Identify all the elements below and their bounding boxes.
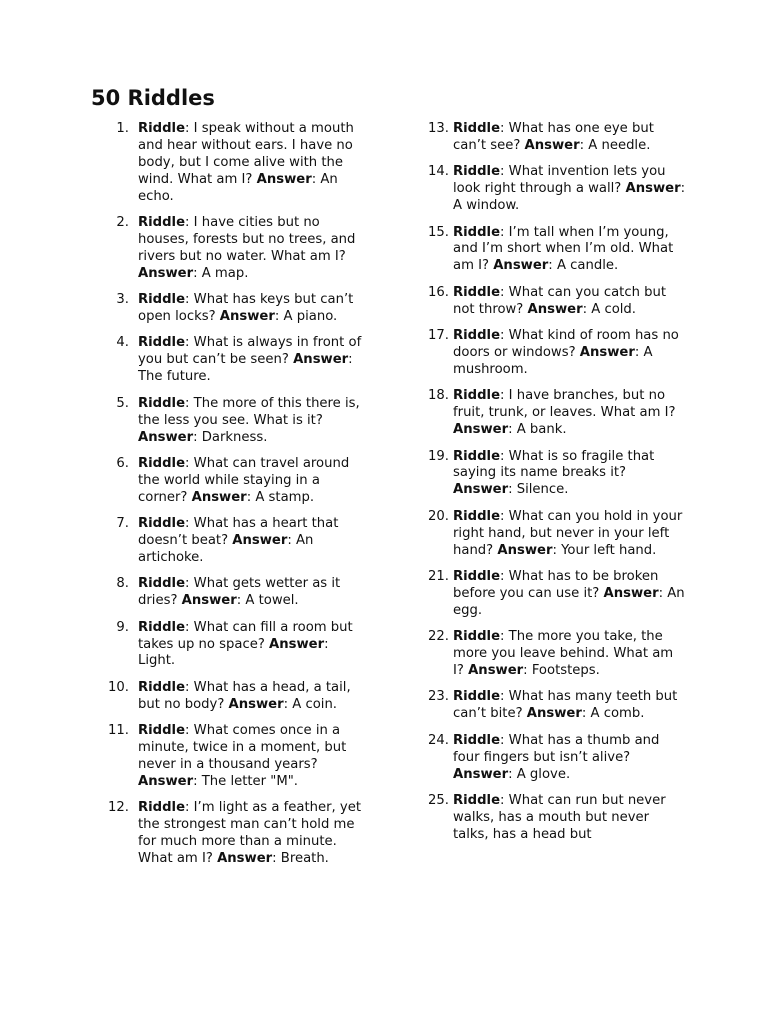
riddle-answer: Darkness. xyxy=(201,429,268,445)
riddle-answer: A piano. xyxy=(283,309,338,325)
riddle-list-left xyxy=(106,121,368,877)
riddle-item: 20. Riddle: What can you hold in your right hand, but never in your left hand? Answer: Your left hand. xyxy=(428,508,683,558)
riddle-number: 22. xyxy=(428,629,449,645)
riddle-label: Riddle xyxy=(138,292,186,308)
riddle-number: 21. xyxy=(428,568,449,584)
riddle-answer: A map. xyxy=(201,265,249,281)
page-title: 50 Riddles xyxy=(91,86,215,110)
riddle-question: I have branches, but no fruit, trunk, or leaves. What am I? xyxy=(453,388,676,421)
riddle-item: 5. Riddle: The more of this there is, the less you see. What is it? Answer: Darkness. xyxy=(106,396,368,447)
riddle-item: 17. Riddle: What kind of room has no doors or windows? Answer: A mushroom. xyxy=(428,328,679,377)
riddle-question: I speak without a mouth and hear without ears. I have no body, but I come alive with the wind. What am I? xyxy=(138,121,354,187)
riddle-item: 22. Riddle: The more you take, the more you leave behind. What am I? Answer: Footsteps. xyxy=(428,629,674,678)
riddle-answer: A stamp. xyxy=(255,489,315,505)
answer-label: Answer xyxy=(232,533,288,549)
riddle-label: Riddle xyxy=(453,792,501,808)
riddle-answer: The letter "M". xyxy=(201,773,298,789)
riddle-question: What has many teeth but can’t bite? xyxy=(453,689,678,722)
riddle-question: I’m light as a feather, yet the strongest man can’t hold me for much more than a minute. What am I? xyxy=(138,800,362,867)
riddle-item: 18. Riddle: I have branches, but no fruit, trunk, or leaves. What am I? Answer: A bank. xyxy=(428,388,676,438)
riddle-question: What invention lets you look right through a wall? xyxy=(453,164,666,197)
riddle-question: What comes once in a minute, twice in a moment, but never in a thousand years? xyxy=(138,723,347,772)
riddle-answer: A towel. xyxy=(245,593,299,609)
riddle-item: 21. Riddle: What has to be broken before you can use it? Answer: An egg. xyxy=(428,568,685,618)
riddle-label: Riddle xyxy=(453,328,501,344)
answer-label: Answer xyxy=(138,265,194,281)
riddle-question: What can you hold in your right hand, but never in your left hand? xyxy=(453,508,683,558)
riddle-label: Riddle xyxy=(138,335,186,351)
riddle-question: The more of this there is, the less you see. What is it? xyxy=(138,395,360,428)
riddle-number: 23. xyxy=(428,689,449,705)
riddle-item: 25. Riddle: What can run but never walks, has a mouth but never talks, has a head but xyxy=(428,792,666,842)
answer-label: Answer xyxy=(453,766,509,782)
answer-label: Answer xyxy=(453,482,509,498)
answer-label: Answer xyxy=(527,301,583,317)
riddle-answer: Silence. xyxy=(516,482,569,498)
riddle-question: What is so fragile that saying its name breaks it? xyxy=(453,448,655,481)
riddle-answer: An artichoke. xyxy=(138,533,314,565)
riddle-answer: An echo. xyxy=(138,171,338,204)
riddle-number: 11. xyxy=(108,723,129,739)
riddle-number: 24. xyxy=(428,732,449,748)
riddle-label: Riddle xyxy=(138,679,186,695)
answer-label: Answer xyxy=(625,181,681,197)
riddle-item: 7. Riddle: What has a heart that doesn’t beat? Answer: An artichoke. xyxy=(106,516,368,567)
answer-label: Answer xyxy=(138,773,194,789)
riddle-list-right xyxy=(418,121,686,853)
riddle-number: 20. xyxy=(428,508,449,524)
riddle-label: Riddle xyxy=(453,732,501,748)
riddle-question: What has keys but can’t open locks? xyxy=(138,292,354,325)
riddle-item: 11. Riddle: What comes once in a minute, twice in a moment, but never in a thousand years? Answer: The letter "M". xyxy=(106,723,368,791)
riddle-question: What can run but never walks, has a mouth but never talks, has a head but xyxy=(453,792,666,842)
riddle-question: What gets wetter as it dries? xyxy=(138,576,341,609)
answer-label: Answer xyxy=(293,352,349,368)
riddle-answer: A cold. xyxy=(591,301,636,317)
riddle-label: Riddle xyxy=(138,723,186,739)
riddle-label: Riddle xyxy=(138,516,186,532)
riddle-number: 6. xyxy=(116,455,129,471)
riddle-label: Riddle xyxy=(453,568,501,584)
answer-label: Answer xyxy=(526,706,582,722)
riddle-answer: A comb. xyxy=(590,706,645,722)
riddle-item: 15. Riddle: I’m tall when I’m young, and I’m short when I’m old. What am I? Answer: A candle. xyxy=(428,224,674,274)
riddle-answer: A glove. xyxy=(516,766,571,782)
riddle-number: 14. xyxy=(428,164,449,180)
riddle-label: Riddle xyxy=(453,164,501,180)
riddle-number: 2. xyxy=(116,215,129,231)
riddle-answer: A mushroom. xyxy=(453,344,653,377)
riddle-label: Riddle xyxy=(138,800,186,816)
riddle-item: 13. Riddle: What has one eye but can’t see? Answer: A needle. xyxy=(428,121,654,153)
answer-label: Answer xyxy=(269,636,325,652)
riddle-label: Riddle xyxy=(138,215,186,231)
riddle-number: 1. xyxy=(116,121,129,136)
answer-label: Answer xyxy=(497,542,553,558)
riddle-item: 24. Riddle: What has a thumb and four fingers but isn’t alive? Answer: A glove. xyxy=(428,732,660,782)
riddle-label: Riddle xyxy=(138,121,186,136)
answer-label: Answer xyxy=(219,309,275,325)
riddle-question: What has a heart that doesn’t beat? xyxy=(138,516,339,549)
riddle-label: Riddle xyxy=(138,576,186,592)
riddle-item: 16. Riddle: What can you catch but not throw? Answer: A cold. xyxy=(428,284,667,317)
riddle-number: 4. xyxy=(116,335,129,351)
riddle-question: What can you catch but not throw? xyxy=(453,284,667,317)
riddle-number: 19. xyxy=(428,448,449,464)
riddle-number: 8. xyxy=(116,576,129,592)
riddle-number: 13. xyxy=(428,121,449,136)
riddle-question: What has a thumb and four fingers but isn’t alive? xyxy=(453,732,660,765)
riddle-item: 14. Riddle: What invention lets you look right through a wall? Answer: A window. xyxy=(428,164,686,214)
riddle-label: Riddle xyxy=(453,284,501,300)
riddle-label: Riddle xyxy=(453,388,501,404)
riddle-label: Riddle xyxy=(138,619,186,635)
riddle-item: 1. Riddle: I speak without a mouth and hear without ears. I have no body, but I come alive with the wind. What am I? Answer: An echo. xyxy=(106,121,368,206)
riddle-item: 9. Riddle: What can fill a room but takes up no space? Answer: Light. xyxy=(106,620,368,671)
riddle-answer: Your left hand. xyxy=(561,542,657,558)
riddle-label: Riddle xyxy=(453,448,501,464)
riddle-answer: A bank. xyxy=(516,422,567,438)
riddle-item: 2. Riddle: I have cities but no houses, forests but no trees, and rivers but no water. What am I? Answer: A map. xyxy=(106,215,368,283)
answer-label: Answer xyxy=(217,851,273,867)
riddle-question: What has a head, a tail, but no body? xyxy=(138,679,351,712)
answer-label: Answer xyxy=(181,593,237,609)
answer-label: Answer xyxy=(493,258,549,274)
riddle-answer: A window. xyxy=(453,198,520,214)
riddle-item: 6. Riddle: What can travel around the world while staying in a corner? Answer: A stamp. xyxy=(106,456,368,507)
answer-label: Answer xyxy=(256,171,312,187)
riddle-question: What has to be broken before you can use it? xyxy=(453,568,659,601)
riddle-number: 3. xyxy=(116,292,129,308)
riddle-number: 12. xyxy=(108,800,129,816)
riddle-question: What is always in front of you but can’t be seen? xyxy=(138,335,362,368)
riddle-label: Riddle xyxy=(453,224,501,240)
riddle-number: 25. xyxy=(428,792,449,808)
riddle-item: 10. Riddle: What has a head, a tail, but no body? Answer: A coin. xyxy=(106,680,368,714)
riddle-label: Riddle xyxy=(453,508,501,524)
riddle-answer: The future. xyxy=(138,369,211,385)
riddle-item: 23. Riddle: What has many teeth but can’t bite? Answer: A comb. xyxy=(428,689,678,722)
riddle-number: 17. xyxy=(428,328,449,344)
riddle-number: 16. xyxy=(428,284,449,300)
riddle-item: 8. Riddle: What gets wetter as it dries? Answer: A towel. xyxy=(106,576,368,610)
answer-label: Answer xyxy=(138,429,194,445)
riddle-item: 12. Riddle: I’m light as a feather, yet the strongest man can’t hold me for much more than a minute. What am I? Answer: Breath. xyxy=(106,800,368,868)
riddle-label: Riddle xyxy=(453,629,501,645)
riddle-number: 15. xyxy=(428,224,449,240)
answer-label: Answer xyxy=(603,585,659,601)
riddle-question: I have cities but no houses, forests but no trees, and rivers but no water. What am I? xyxy=(138,215,356,264)
riddle-number: 9. xyxy=(116,619,129,635)
riddle-question: What can fill a room but takes up no space? xyxy=(138,619,353,652)
answer-label: Answer xyxy=(468,662,524,678)
riddle-label: Riddle xyxy=(453,121,501,136)
riddle-number: 18. xyxy=(428,388,449,404)
riddle-item: 19. Riddle: What is so fragile that saying its name breaks it? Answer: Silence. xyxy=(428,448,655,498)
riddle-question: What kind of room has no doors or windows? xyxy=(453,328,679,360)
riddle-answer: Footsteps. xyxy=(531,662,600,678)
answer-label: Answer xyxy=(453,422,509,438)
riddle-question: I’m tall when I’m young, and I’m short when I’m old. What am I? xyxy=(453,224,674,274)
riddle-label: Riddle xyxy=(138,395,186,411)
riddle-question: The more you take, the more you leave behind. What am I? xyxy=(453,629,674,678)
riddle-question: What can travel around the world while staying in a corner? xyxy=(138,455,350,505)
riddle-label: Riddle xyxy=(138,455,186,471)
riddle-answer: A coin. xyxy=(292,696,337,712)
riddle-label: Riddle xyxy=(453,689,501,705)
riddle-number: 5. xyxy=(116,395,129,411)
riddle-number: 7. xyxy=(116,516,129,532)
riddle-answer: An egg. xyxy=(453,585,685,618)
riddle-item: 3. Riddle: What has keys but can’t open locks? Answer: A piano. xyxy=(106,292,368,326)
riddle-item: 4. Riddle: What is always in front of you but can’t be seen? Answer: The future. xyxy=(106,335,368,386)
answer-label: Answer xyxy=(191,489,247,505)
answer-label: Answer xyxy=(524,137,580,153)
riddle-number: 10. xyxy=(108,679,129,695)
riddle-answer: Light. xyxy=(138,653,176,669)
riddle-question: What has one eye but can’t see? xyxy=(453,121,654,153)
answer-label: Answer xyxy=(228,696,284,712)
answer-label: Answer xyxy=(579,344,635,360)
riddle-answer: Breath. xyxy=(280,851,329,867)
riddle-answer: A candle. xyxy=(556,258,619,274)
riddle-answer: A needle. xyxy=(588,137,651,153)
